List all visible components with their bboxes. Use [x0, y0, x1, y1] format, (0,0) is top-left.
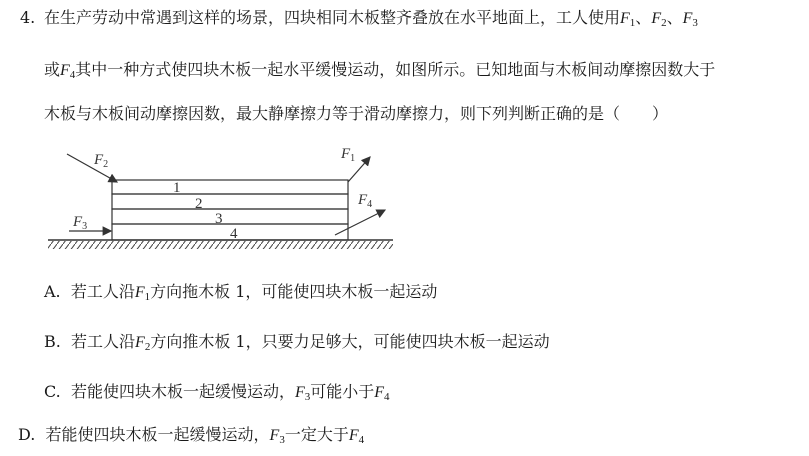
question-stem-line-1: [44, 8, 698, 33]
option-text: 若能使四块木板一起缓慢运动，: [70, 382, 295, 401]
f2-arrow: [67, 154, 117, 182]
board-label-2: 2: [195, 196, 203, 212]
force-f3: $F_3$: [269, 427, 285, 446]
separator: 、: [635, 8, 652, 27]
force-f3: $F_3$: [294, 384, 311, 403]
force-f2: $F_2$: [135, 334, 151, 353]
force-f1: $F_1$: [134, 284, 151, 303]
option-b[interactable]: [44, 332, 550, 357]
option-letter: A.: [44, 282, 61, 301]
board-3: [112, 209, 348, 224]
question-stem-line-2: [44, 60, 715, 85]
option-text: 若工人沿: [70, 282, 135, 301]
board-label-1: 1: [173, 180, 181, 196]
option-text: 一定大于: [284, 425, 349, 444]
f1-label: F1: [341, 146, 356, 164]
question-number: 4.: [20, 8, 36, 27]
force-f4: $F_4$: [374, 384, 390, 403]
option-text: 方向推木板 1，只要力足够大，可能使四块木板一起运动: [150, 332, 550, 351]
option-text: 若能使四块木板一起缓慢运动，: [45, 425, 270, 444]
boards-force-diagram: [45, 140, 405, 255]
option-a[interactable]: [44, 282, 437, 307]
f4-label: F4: [358, 192, 373, 210]
option-letter: C.: [44, 382, 61, 401]
option-letter: B.: [44, 332, 61, 351]
option-d[interactable]: [18, 425, 364, 450]
force-f1: $F_1$: [620, 10, 636, 29]
option-text: 可能小于: [310, 382, 375, 401]
option-c[interactable]: [44, 382, 390, 407]
stem-text: 或: [44, 60, 61, 79]
board-1: [112, 180, 348, 194]
board-2: [112, 194, 348, 209]
force-f4: $F_4$: [60, 62, 76, 81]
board-label-4: 4: [230, 226, 238, 242]
stem-text: 其中一种方式使四块木板一起水平缓慢运动，如图所示。已知地面与木板间动摩擦因数大于: [75, 60, 716, 79]
force-f4: $F_4$: [348, 427, 365, 446]
f4-arrow: [335, 210, 385, 235]
ground-hatching: [48, 241, 393, 249]
board-label-3: 3: [215, 211, 223, 227]
f3-label: F3: [73, 214, 88, 232]
f2-label: F2: [94, 152, 109, 170]
force-f2: $F_2$: [651, 10, 667, 29]
option-text: 方向拖木板 1，可能使四块木板一起运动: [150, 282, 438, 301]
question-stem-line-3: 木板与木板间动摩擦因数，最大静摩擦力等于滑动摩擦力，则下列判断正确的是（ ）: [44, 104, 669, 123]
separator: 、: [666, 8, 683, 27]
option-letter: D.: [18, 425, 36, 444]
stem-text: 在生产劳动中常遇到这样的场景，四块相同木板整齐叠放在水平地面上，工人使用: [44, 8, 621, 27]
force-f3: $F_3$: [682, 10, 698, 29]
option-text: 若工人沿: [71, 332, 136, 351]
